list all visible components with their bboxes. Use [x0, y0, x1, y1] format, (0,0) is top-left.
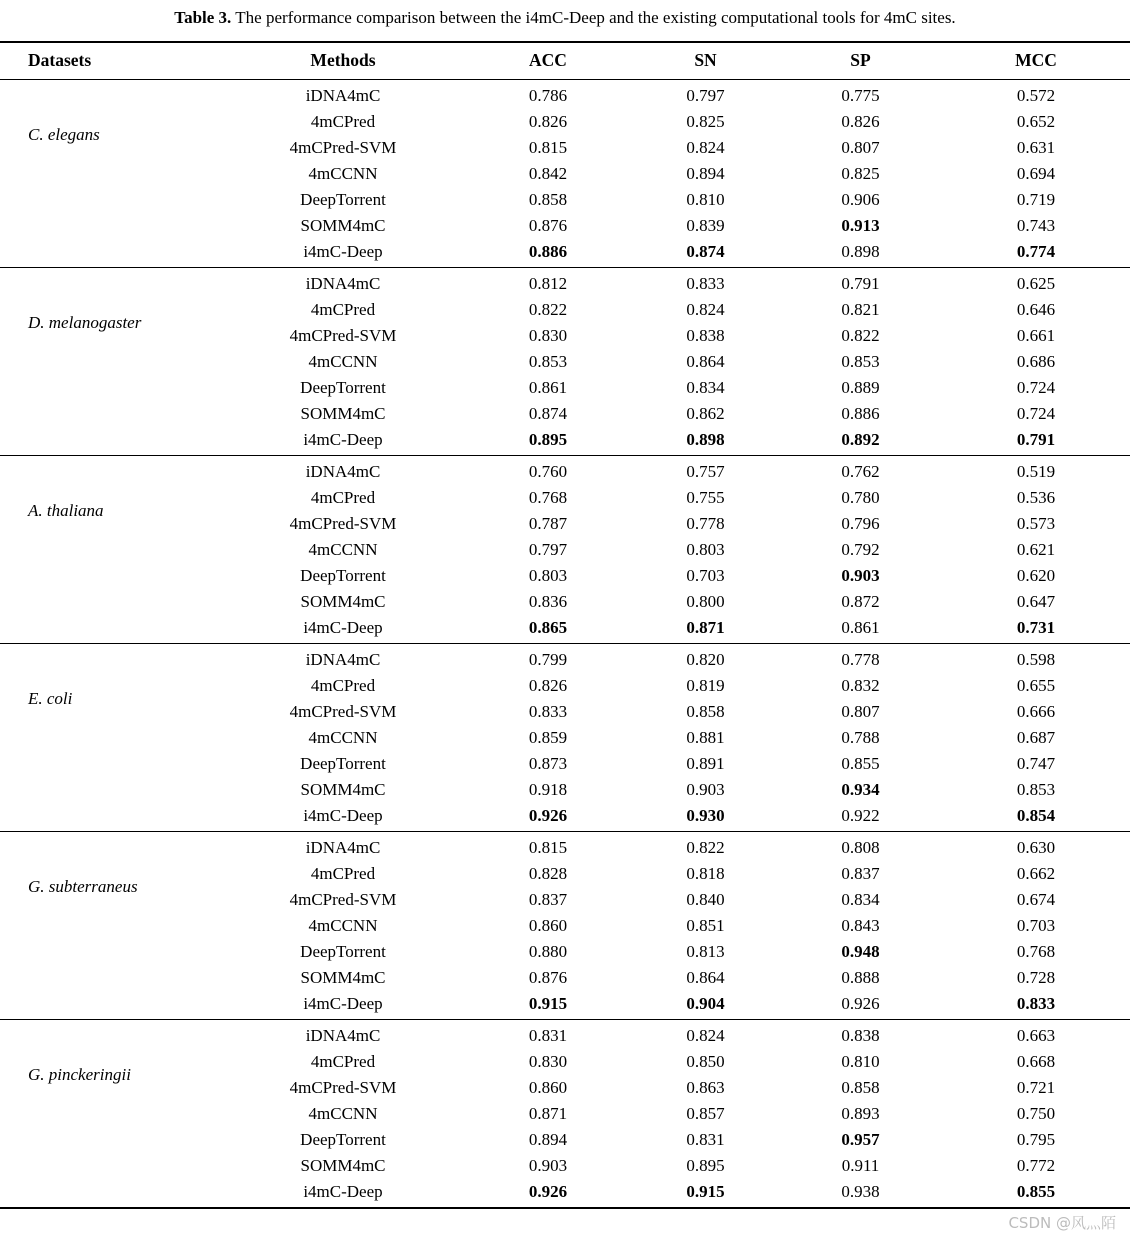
metric-value: 0.938 — [841, 1181, 880, 1201]
metric-value: 0.631 — [1016, 137, 1056, 157]
method-cell: 4mCPred — [310, 487, 376, 507]
metric-value: 0.853 — [1016, 779, 1056, 799]
metric-value: 0.821 — [841, 299, 880, 319]
method-cell: 4mCPred — [310, 863, 376, 883]
metric-value: 0.838 — [686, 325, 725, 345]
metric-value: 0.898 — [686, 429, 725, 449]
metric-value: 0.815 — [528, 837, 568, 857]
metric-value: 0.913 — [841, 215, 880, 235]
metric-value: 0.957 — [841, 1129, 880, 1149]
metric-value: 0.894 — [528, 1129, 568, 1149]
metric-value: 0.926 — [528, 1181, 568, 1201]
metric-value: 0.800 — [686, 591, 725, 611]
method-cell: 4mCPred-SVM — [289, 701, 397, 721]
method-cell: 4mCCNN — [308, 1103, 378, 1123]
metric-value: 0.780 — [841, 487, 880, 507]
metric-value: 0.876 — [528, 967, 568, 987]
metric-value: 0.815 — [528, 137, 568, 157]
dataset-section — [0, 80, 1130, 268]
metric-value: 0.863 — [686, 1077, 725, 1097]
method-cell: SOMM4mC — [300, 1155, 386, 1175]
metric-value: 0.719 — [1016, 189, 1056, 209]
dataset-label: G. subterraneus — [28, 877, 138, 896]
metric-value: 0.755 — [686, 487, 725, 507]
metric-value: 0.820 — [686, 649, 725, 669]
metric-value: 0.668 — [1016, 1051, 1056, 1071]
method-cell: SOMM4mC — [300, 591, 386, 611]
table-caption — [0, 0, 1130, 28]
metric-value: 0.826 — [528, 111, 568, 131]
metric-value: 0.895 — [528, 429, 568, 449]
method-cell: DeepTorrent — [300, 1129, 386, 1149]
metric-value: 0.621 — [1016, 539, 1056, 559]
method-cell: iDNA4mC — [305, 649, 381, 669]
metric-value: 0.666 — [1016, 701, 1056, 721]
method-cell: 4mCPred-SVM — [289, 513, 397, 533]
table-caption-label: Table 3. — [174, 8, 232, 27]
method-cell: i4mC-Deep — [303, 429, 383, 449]
dataset-label: C. elegans — [28, 125, 100, 144]
metric-value: 0.888 — [841, 967, 880, 987]
metric-value: 0.661 — [1016, 325, 1056, 345]
metric-value: 0.787 — [528, 513, 568, 533]
metric-value: 0.858 — [528, 189, 568, 209]
column-header-mcc: MCC — [938, 42, 1130, 80]
method-cell: SOMM4mC — [300, 779, 386, 799]
metric-value: 0.620 — [1016, 565, 1056, 585]
metric-value: 0.724 — [1016, 377, 1056, 397]
column-header-sp: SP — [783, 42, 938, 80]
metric-value: 0.808 — [841, 837, 880, 857]
metric-value: 0.694 — [1016, 163, 1056, 183]
metric-value: 0.839 — [686, 215, 725, 235]
metric-value: 0.775 — [841, 85, 880, 105]
metric-value: 0.836 — [528, 591, 568, 611]
metric-value: 0.871 — [686, 617, 725, 637]
metric-value: 0.818 — [686, 863, 725, 883]
metric-value: 0.573 — [1016, 513, 1056, 533]
metric-value: 0.826 — [841, 111, 880, 131]
table-caption-text: The performance comparison between the i4mC-Deep and the existing computational tools for 4mC sites. — [235, 8, 956, 27]
metric-value: 0.830 — [528, 325, 568, 345]
metric-value: 0.926 — [841, 993, 880, 1013]
method-cell: 4mCPred-SVM — [289, 137, 397, 157]
metric-value: 0.674 — [1016, 889, 1056, 909]
metric-value: 0.840 — [686, 889, 725, 909]
method-cell: 4mCPred-SVM — [289, 889, 397, 909]
metric-value: 0.768 — [1016, 941, 1056, 961]
metric-value: 0.703 — [686, 565, 725, 585]
metric-value: 0.891 — [686, 753, 725, 773]
metric-value: 0.886 — [841, 403, 880, 423]
metric-value: 0.926 — [528, 805, 568, 825]
method-cell: i4mC-Deep — [303, 993, 383, 1013]
metric-value: 0.934 — [841, 779, 880, 799]
metric-value: 0.853 — [528, 351, 568, 371]
metric-value: 0.519 — [1016, 461, 1056, 481]
metric-value: 0.822 — [841, 325, 880, 345]
dataset-label: G. pinckeringii — [28, 1065, 131, 1084]
metric-value: 0.652 — [1016, 111, 1056, 131]
metric-value: 0.799 — [528, 649, 568, 669]
metric-value: 0.872 — [841, 591, 880, 611]
metric-value: 0.747 — [1016, 753, 1056, 773]
metric-value: 0.922 — [841, 805, 880, 825]
metric-value: 0.824 — [686, 299, 725, 319]
metric-value: 0.807 — [841, 701, 880, 721]
metric-value: 0.837 — [841, 863, 880, 883]
metric-value: 0.731 — [1016, 617, 1056, 637]
metric-value: 0.851 — [686, 915, 725, 935]
metric-value: 0.860 — [528, 1077, 568, 1097]
metric-value: 0.625 — [1016, 273, 1056, 293]
metric-value: 0.795 — [1016, 1129, 1056, 1149]
metric-value: 0.903 — [841, 565, 880, 585]
performance-table — [0, 41, 1130, 1209]
table-row — [0, 832, 1130, 861]
metric-value: 0.721 — [1016, 1077, 1056, 1097]
table-row — [0, 80, 1130, 109]
method-cell: 4mCPred-SVM — [289, 325, 397, 345]
metric-value: 0.853 — [841, 351, 880, 371]
metric-value: 0.874 — [528, 403, 568, 423]
metric-value: 0.873 — [528, 753, 568, 773]
method-cell: 4mCPred — [310, 1051, 376, 1071]
method-cell: DeepTorrent — [300, 377, 386, 397]
method-cell: iDNA4mC — [305, 1025, 381, 1045]
dataset-label: A. thaliana — [28, 501, 104, 520]
metric-value: 0.703 — [1016, 915, 1056, 935]
metric-value: 0.831 — [528, 1025, 568, 1045]
metric-value: 0.778 — [841, 649, 880, 669]
method-cell: 4mCPred — [310, 111, 376, 131]
method-cell: iDNA4mC — [305, 85, 381, 105]
column-header-datasets: Datasets — [0, 42, 218, 80]
dataset-label: E. coli — [28, 689, 73, 708]
method-cell: i4mC-Deep — [303, 241, 383, 261]
metric-value: 0.743 — [1016, 215, 1056, 235]
method-cell: i4mC-Deep — [303, 617, 383, 637]
metric-value: 0.843 — [841, 915, 880, 935]
metric-value: 0.911 — [841, 1155, 880, 1175]
metric-value: 0.864 — [686, 967, 725, 987]
metric-value: 0.881 — [686, 727, 725, 747]
method-cell: DeepTorrent — [300, 941, 386, 961]
method-cell: 4mCPred — [310, 675, 376, 695]
metric-value: 0.833 — [686, 273, 725, 293]
metric-value: 0.906 — [841, 189, 880, 209]
method-cell: 4mCPred-SVM — [289, 1077, 397, 1097]
metric-value: 0.655 — [1016, 675, 1056, 695]
method-cell: 4mCCNN — [308, 539, 378, 559]
method-cell: iDNA4mC — [305, 273, 381, 293]
metric-value: 0.774 — [1016, 241, 1056, 261]
method-cell: DeepTorrent — [300, 753, 386, 773]
metric-value: 0.778 — [686, 513, 725, 533]
method-cell: 4mCCNN — [308, 163, 378, 183]
metric-value: 0.819 — [686, 675, 725, 695]
metric-value: 0.854 — [1016, 805, 1056, 825]
table-row — [0, 644, 1130, 673]
metric-value: 0.663 — [1016, 1025, 1056, 1045]
dataset-section — [0, 268, 1130, 456]
metric-value: 0.880 — [528, 941, 568, 961]
metric-value: 0.918 — [528, 779, 568, 799]
metric-value: 0.865 — [528, 617, 568, 637]
metric-value: 0.915 — [686, 1181, 725, 1201]
metric-value: 0.898 — [841, 241, 880, 261]
method-cell: iDNA4mC — [305, 461, 381, 481]
metric-value: 0.630 — [1016, 837, 1056, 857]
metric-value: 0.895 — [686, 1155, 725, 1175]
metric-value: 0.826 — [528, 675, 568, 695]
method-cell: DeepTorrent — [300, 565, 386, 585]
metric-value: 0.762 — [841, 461, 880, 481]
metric-value: 0.842 — [528, 163, 568, 183]
metric-value: 0.948 — [841, 941, 880, 961]
metric-value: 0.646 — [1016, 299, 1056, 319]
metric-value: 0.824 — [686, 1025, 725, 1045]
metric-value: 0.838 — [841, 1025, 880, 1045]
metric-value: 0.728 — [1016, 967, 1056, 987]
table-row — [0, 268, 1130, 297]
metric-value: 0.572 — [1016, 85, 1056, 105]
method-cell: 4mCCNN — [308, 351, 378, 371]
metric-value: 0.858 — [686, 701, 725, 721]
metric-value: 0.750 — [1016, 1103, 1056, 1123]
metric-value: 0.803 — [528, 565, 568, 585]
dataset-section — [0, 456, 1130, 644]
method-cell: i4mC-Deep — [303, 805, 383, 825]
column-header-sn: SN — [628, 42, 783, 80]
metric-value: 0.859 — [528, 727, 568, 747]
metric-value: 0.857 — [686, 1103, 725, 1123]
metric-value: 0.860 — [528, 915, 568, 935]
metric-value: 0.788 — [841, 727, 880, 747]
table-header — [0, 42, 1130, 80]
column-header-methods: Methods — [218, 42, 468, 80]
metric-value: 0.662 — [1016, 863, 1056, 883]
metric-value: 0.647 — [1016, 591, 1056, 611]
table-row — [0, 1020, 1130, 1049]
metric-value: 0.757 — [686, 461, 725, 481]
metric-value: 0.874 — [686, 241, 725, 261]
method-cell: iDNA4mC — [305, 837, 381, 857]
metric-value: 0.832 — [841, 675, 880, 695]
metric-value: 0.834 — [686, 377, 725, 397]
metric-value: 0.686 — [1016, 351, 1056, 371]
metric-value: 0.894 — [686, 163, 725, 183]
metric-value: 0.892 — [841, 429, 880, 449]
watermark: CSDN @风灬陌 — [1008, 1214, 1116, 1232]
metric-value: 0.825 — [841, 163, 880, 183]
metric-value: 0.810 — [686, 189, 725, 209]
metric-value: 0.791 — [841, 273, 880, 293]
metric-value: 0.833 — [528, 701, 568, 721]
metric-value: 0.871 — [528, 1103, 568, 1123]
metric-value: 0.687 — [1016, 727, 1056, 747]
method-cell: SOMM4mC — [300, 215, 386, 235]
metric-value: 0.812 — [528, 273, 568, 293]
metric-value: 0.855 — [841, 753, 880, 773]
metric-value: 0.889 — [841, 377, 880, 397]
dataset-section — [0, 644, 1130, 832]
metric-value: 0.837 — [528, 889, 568, 909]
metric-value: 0.768 — [528, 487, 568, 507]
metric-value: 0.598 — [1016, 649, 1056, 669]
metric-value: 0.886 — [528, 241, 568, 261]
table-row — [0, 456, 1130, 485]
metric-value: 0.904 — [686, 993, 725, 1013]
method-cell: DeepTorrent — [300, 189, 386, 209]
metric-value: 0.861 — [841, 617, 880, 637]
metric-value: 0.828 — [528, 863, 568, 883]
metric-value: 0.858 — [841, 1077, 880, 1097]
metric-value: 0.824 — [686, 137, 725, 157]
metric-value: 0.850 — [686, 1051, 725, 1071]
metric-value: 0.830 — [528, 1051, 568, 1071]
header-row — [0, 42, 1130, 80]
metric-value: 0.915 — [528, 993, 568, 1013]
method-cell: 4mCPred — [310, 299, 376, 319]
metric-value: 0.831 — [686, 1129, 725, 1149]
method-cell: SOMM4mC — [300, 403, 386, 423]
metric-value: 0.861 — [528, 377, 568, 397]
method-cell: SOMM4mC — [300, 967, 386, 987]
metric-value: 0.797 — [686, 85, 725, 105]
method-cell: 4mCCNN — [308, 727, 378, 747]
metric-value: 0.903 — [528, 1155, 568, 1175]
metric-value: 0.833 — [1016, 993, 1056, 1013]
column-header-acc: ACC — [468, 42, 628, 80]
metric-value: 0.803 — [686, 539, 725, 559]
dataset-section — [0, 832, 1130, 1020]
metric-value: 0.724 — [1016, 403, 1056, 423]
metric-value: 0.903 — [686, 779, 725, 799]
metric-value: 0.834 — [841, 889, 880, 909]
dataset-label: D. melanogaster — [28, 313, 142, 332]
metric-value: 0.855 — [1016, 1181, 1056, 1201]
metric-value: 0.792 — [841, 539, 880, 559]
method-cell: i4mC-Deep — [303, 1181, 383, 1201]
metric-value: 0.864 — [686, 351, 725, 371]
metric-value: 0.876 — [528, 215, 568, 235]
dataset-section — [0, 1020, 1130, 1209]
metric-value: 0.797 — [528, 539, 568, 559]
metric-value: 0.822 — [528, 299, 568, 319]
metric-value: 0.930 — [686, 805, 725, 825]
metric-value: 0.822 — [686, 837, 725, 857]
metric-value: 0.810 — [841, 1051, 880, 1071]
metric-value: 0.862 — [686, 403, 725, 423]
metric-value: 0.786 — [528, 85, 568, 105]
metric-value: 0.791 — [1016, 429, 1056, 449]
metric-value: 0.893 — [841, 1103, 880, 1123]
metric-value: 0.813 — [686, 941, 725, 961]
method-cell: 4mCCNN — [308, 915, 378, 935]
metric-value: 0.760 — [528, 461, 568, 481]
metric-value: 0.807 — [841, 137, 880, 157]
metric-value: 0.772 — [1016, 1155, 1056, 1175]
metric-value: 0.825 — [686, 111, 725, 131]
metric-value: 0.536 — [1016, 487, 1056, 507]
metric-value: 0.796 — [841, 513, 880, 533]
